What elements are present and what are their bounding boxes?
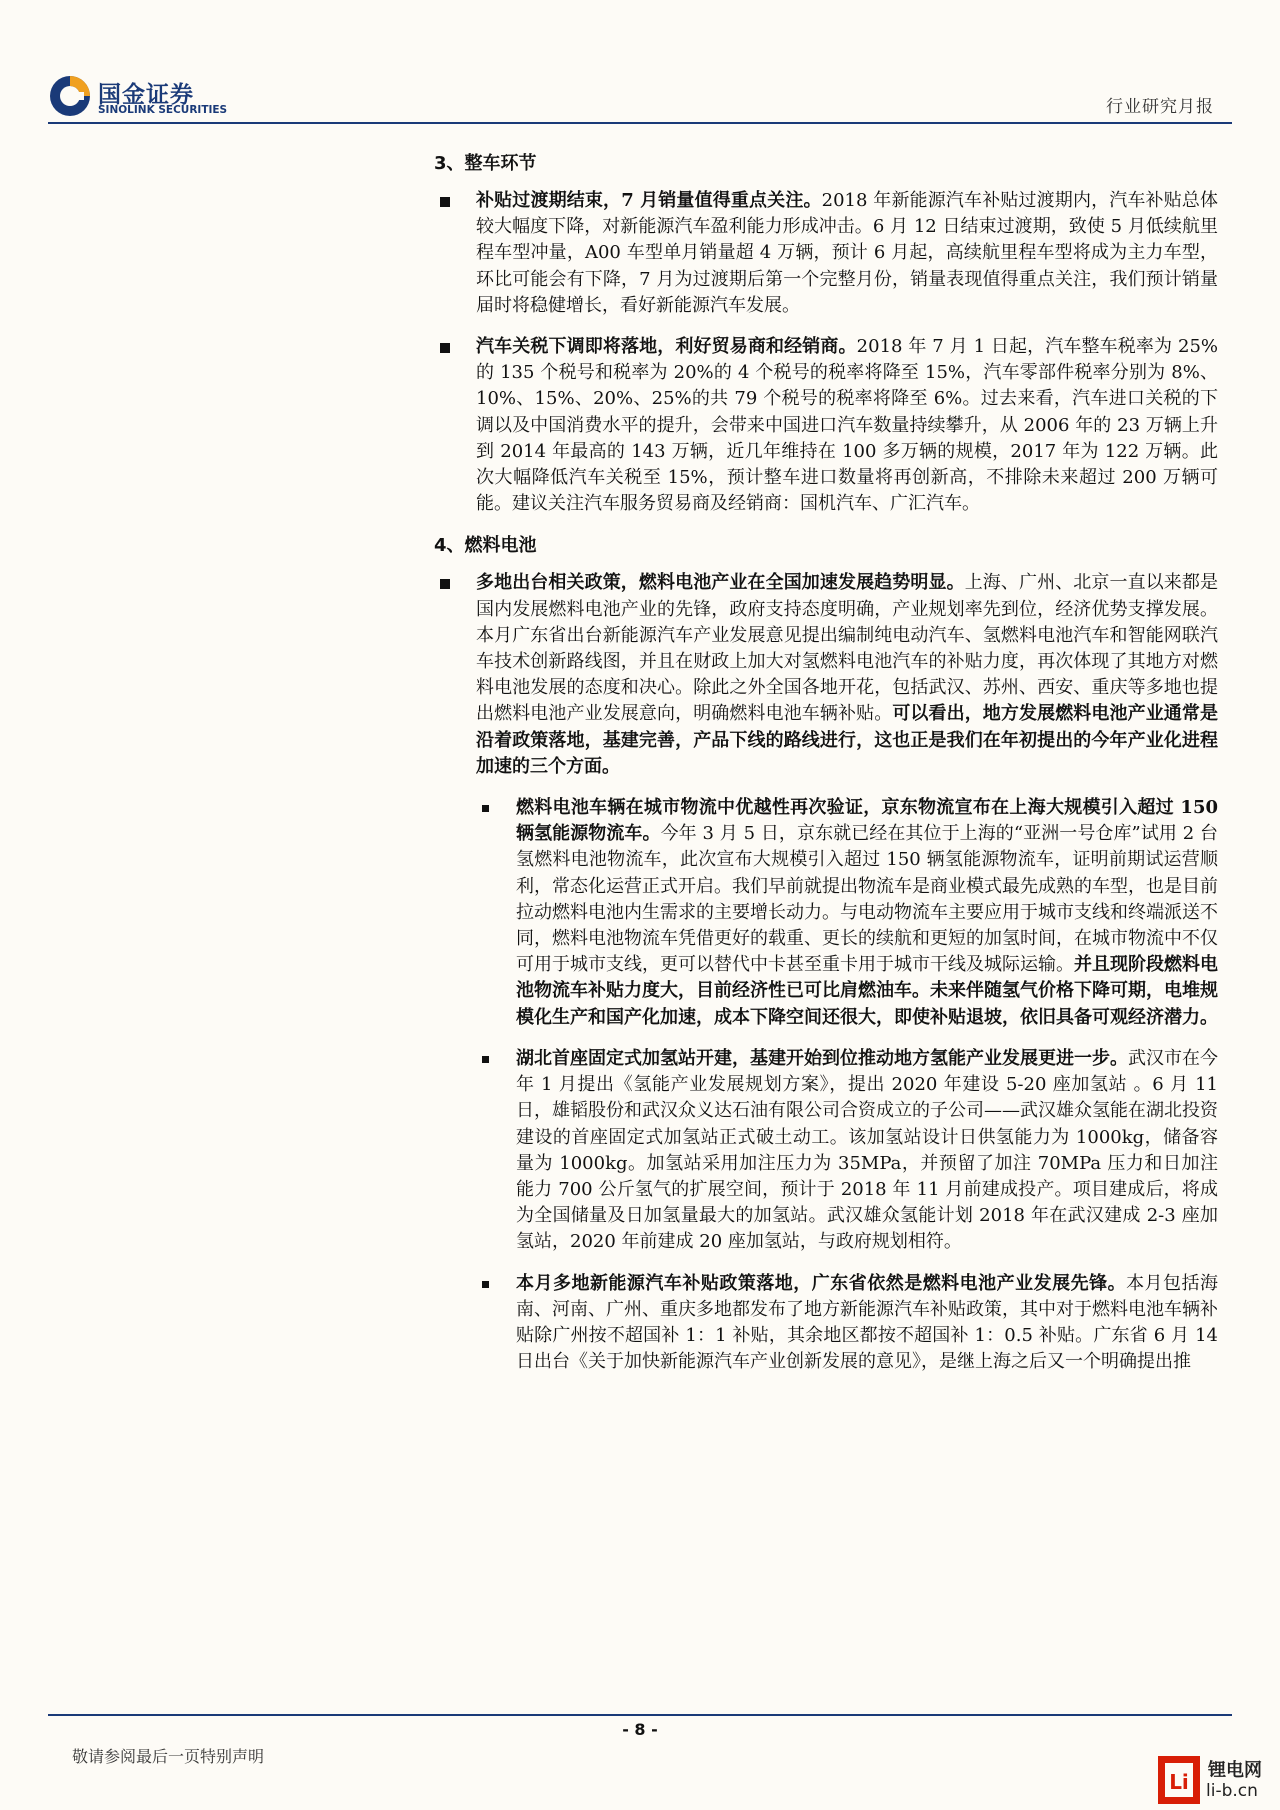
square-bullet-icon <box>440 197 450 207</box>
main-content <box>432 150 1218 1390</box>
bullet-text: 2018 年新能源汽车补贴过渡期内，汽车补贴总体较大幅度下降，对新能源汽车盈利能力形成冲击。6 月 12 日结束过渡期，致使 5 月低续航里程车型冲量，A00 车型单月销量超 4 万辆，预计 6 月起，高续航里程车型将成为主力车型，环比可能会有下降，7 月为过渡期后第一个完整月份，销量表现值得重点关注，我们预计销量届时将稳健增长，看好新能源汽车发展。 <box>476 190 1218 316</box>
bullet-text: 武汉市在今年 1 月提出《氢能产业发展规划方案》，提出 2020 年建设 5-20 座加氢站 。6 月 11 日，雄韬股份和武汉众义达石油有限公司合资成立的子公司——武汉雄众氢能在湖北投资建设的首座固定式加氢站正式破土动工。该加氢站设计日供氢能力为 1000kg，储备容量为 1000kg。加氢站采用加注压力为 35MPa，并预留了加注 70MPa 压力和日加注能力 700 公斤氢气的扩展空间，预计于 2018 年 11 月前建成投产。项目建成后，将成为全国储量及日加氢量最大的加氢站。武汉雄众氢能计划 2018 年在武汉建成 2-3 座加氢站，2020 年前建成 20 座加氢站，与政府规划相符。 <box>516 1047 1218 1253</box>
square-bullet-icon <box>482 805 489 812</box>
disclaimer-text: 敬请参阅最后一页特别声明 <box>72 1747 265 1766</box>
header-divider <box>48 122 1232 124</box>
page-number: - 8 - <box>622 1720 658 1739</box>
sub-list-item <box>472 1046 1218 1256</box>
company-logo <box>48 74 238 120</box>
li-b-watermark-icon <box>1158 1756 1200 1804</box>
bullet-lead: 燃料电池车辆在城市物流中优越性再次验证，京东物流宣布在上海大规模引入超过 150 辆氢能源物流车。 <box>516 797 1218 845</box>
bullet-text: 上海、广州、北京一直以来都是国内发展燃料电池产业的先锋，政府支持态度明确，产业规划率先到位，经济优势支撑发展。本月广东省出台新能源汽车产业发展意见提出编制纯电动汽车、氢燃料电池汽车和智能网联汽车技术创新路线图，并且在财政上加大对氢燃料电池汽车的补贴力度，再次体现了其地方对燃料电池发展的态度和决心。除此之外全国各地开花，包括武汉、苏州、西安、重庆等多地也提出燃料电池产业发展意向，明确燃料电池车辆补贴。 <box>476 572 1219 725</box>
watermark-chinese: 锂电网 <box>1208 1760 1262 1781</box>
watermark-glyph: Li <box>1169 1770 1189 1794</box>
square-bullet-icon <box>482 1056 489 1063</box>
square-bullet-icon <box>482 1281 489 1288</box>
watermark <box>1158 1756 1270 1806</box>
bullet-lead: 湖北首座固定式加氢站开建，基建开始到位推动地方氢能产业发展更进一步。 <box>516 1047 1128 1069</box>
square-bullet-icon <box>440 343 450 353</box>
bullet-text: 本月包括海南、河南、广州、重庆多地都发布了地方新能源汽车补贴政策，其中对于燃料电池车辆补贴除广州按不超国补 1：1 补贴，其余地区都按不超国补 1：0.5 补贴。广东省 6 月 14 日出台《关于加快新能源汽车产业创新发展的意见》，是继上海之后又一个明确提出推 <box>516 1272 1219 1373</box>
sinolink-logo-icon <box>48 74 92 118</box>
section-title-vehicle: 3、整车环节 <box>434 153 537 174</box>
page-header <box>0 0 1280 130</box>
section-title-fuel-cell: 4、燃料电池 <box>434 535 537 557</box>
bullet-text: 2018 年 7 月 1 日起，汽车整车税率为 25%的 135 个税号和税率为 20%的 4 个税号的税率将降至 15%，汽车零部件税率分别为 8%、10%、15%、20%、25%的共 79 个税号的税率将降至 6%。过去来看，汽车进口关税的下调以及中国消费水平的提升，会带来中国进口汽车数量持续攀升，从 2006 年的 23 万辆上升到 2014 年最高的 143 万辆，近几年维持在 100 多万辆的规模，2017 年为 122 万辆。此次大幅降低汽车关税至 15%，预计整车进口数量将再创新高，不排除未来超过 200 万辆可能。建议关注汽车服务贸易商及经销商：国机汽车、广汇汽车。 <box>476 336 1219 515</box>
bullet-lead: 本月多地新能源汽车补贴政策落地，广东省依然是燃料电池产业发展先锋。 <box>516 1272 1127 1294</box>
bullet-conclusion: 并且现阶段燃料电池物流车补贴力度大，目前经济性已可比肩燃油车。未来伴随氢气价格下降可期，电堆规模化生产和国产化加速，成本下降空间还很大，即使补贴退坡，依旧具备可观经济潜力。 <box>516 954 1218 1028</box>
bullet-lead: 补贴过渡期结束，7 月销量值得重点关注。 <box>476 190 822 211</box>
list-item <box>432 334 1218 517</box>
list-item <box>432 188 1218 319</box>
report-type-label: 行业研究月报 <box>1106 97 1214 117</box>
bullet-lead: 汽车关税下调即将落地，利好贸易商和经销商。 <box>476 336 857 358</box>
bullet-text: 今年 3 月 5 日，京东就已经在其位于上海的“亚洲一号仓库”试用 2 台氢燃料电池物流车，此次宣布大规模引入超过 150 辆氢能源物流车，证明前期试运营顺利，常态化运营正式开启。我们早前就提出物流车是商业模式最先成熟的车型，也是目前拉动燃料电池内生需求的主要增长动力。与电动物流车主要应用于城市支线和终端派送不同，燃料电池物流车凭借更好的载重、更长的续航和更短的加氢时间，在城市物流中不仅可用于城市支线，更可以替代中卡甚至重卡用于城市干线及城际运输。 <box>516 823 1219 976</box>
square-bullet-icon <box>440 579 450 589</box>
sub-list-item <box>472 1271 1218 1376</box>
footer-divider <box>48 1714 1232 1716</box>
logo-english-name: SINOLINK SECURITIES <box>98 104 228 116</box>
bullet-conclusion: 可以看出，地方发展燃料电池产业通常是沿着政策落地，基建完善，产品下线的路线进行，这也正是我们在年初提出的今年产业化进程加速的三个方面。 <box>476 703 1219 777</box>
list-item <box>432 570 1218 780</box>
sub-list-item <box>472 795 1218 1031</box>
watermark-url: li-b.cn <box>1206 1781 1258 1801</box>
bullet-lead: 多地出台相关政策，燃料电池产业在全国加速发展趋势明显。 <box>476 572 965 594</box>
logo-chinese-name: 国金证券 <box>98 82 194 108</box>
